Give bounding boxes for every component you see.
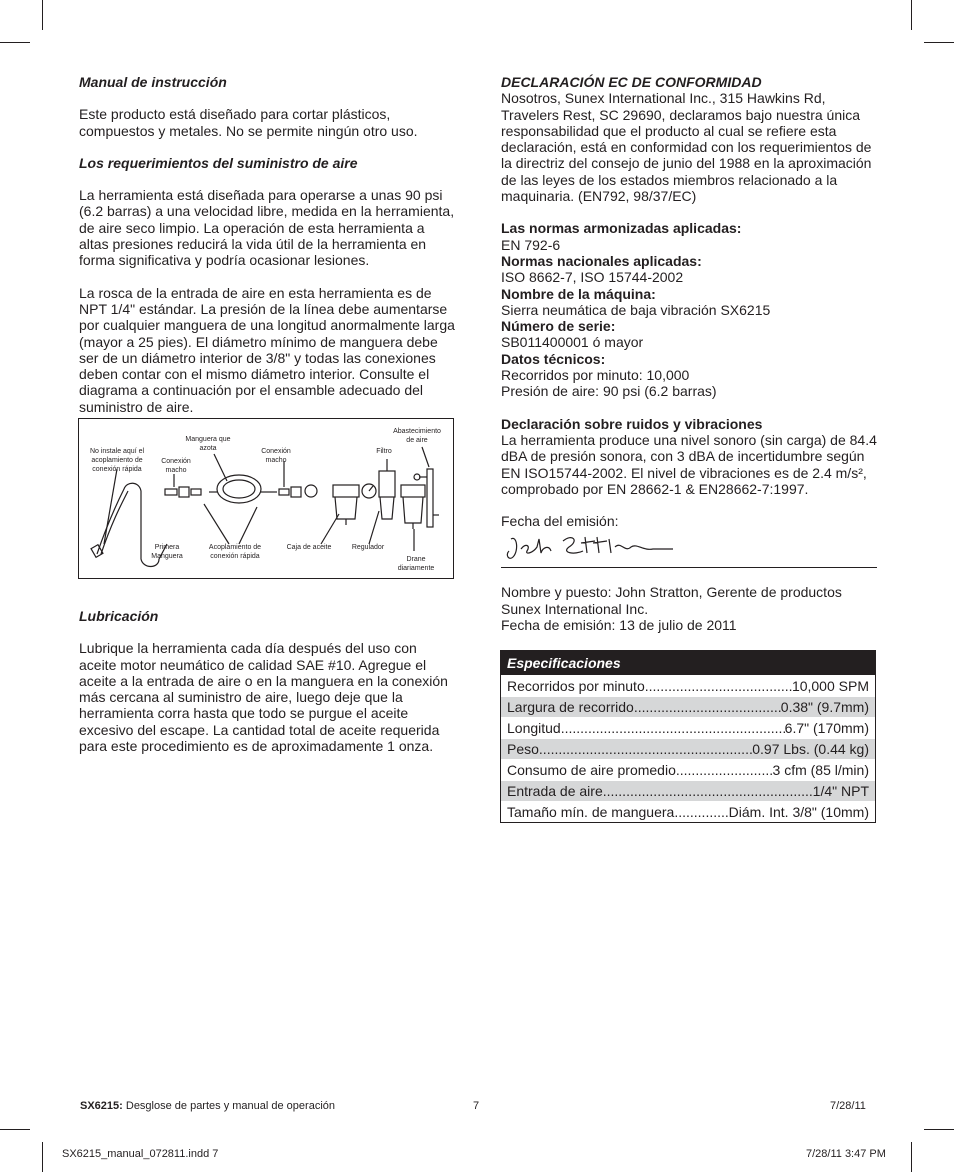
serial-value: SB011400001 ó mayor (501, 334, 644, 351)
spec-value: 10,000 SPM (791, 678, 869, 694)
oiler (333, 485, 359, 497)
lubrication-heading: Lubricación (79, 608, 159, 624)
left-column (79, 74, 457, 415)
coupler-1 (179, 487, 189, 497)
lubrication-paragraph: Lubrique la herramienta cada día después del uso con aceite motor neumático de calidad SAE #10. Agregue el aceite a la entrada de aire o en la manguera en la conexión más cercana al suministro de aire, luego deje que la herramienta corra hasta que todo se purgue el aceite excesivo del escape. La cantidad total de aceite requerida para este procedimiento es de aproximadamente 1 onza. (79, 640, 448, 755)
crop-mark (924, 1129, 954, 1130)
male-fitting-2 (279, 489, 289, 495)
national-value: ISO 8662-7, ISO 15744-2002 (501, 269, 684, 286)
label-whip-hose: Manguera que azota (185, 436, 231, 452)
signature-line (501, 531, 877, 568)
spec-value: 1/4" NPT (812, 783, 869, 799)
crop-mark (42, 0, 43, 30)
spec-row (501, 759, 875, 780)
label-filter: Filtro (376, 448, 392, 455)
slug-filename: SX6215_manual_072811.indd 7 (62, 1148, 219, 1160)
spec-value: Diám. Int. 3/8" (10mm) (728, 804, 869, 820)
noise-heading: Declaración sobre ruidos y vibraciones (501, 415, 763, 432)
spec-row (501, 696, 875, 717)
label-regulator: Regulador (351, 544, 385, 551)
label-air-supply: Abastecimiento de aire (393, 428, 441, 444)
regulator (379, 471, 395, 497)
label-male-fitting-2: Conexión macho (261, 448, 291, 464)
machine-label: Nombre de la máquina: (501, 285, 656, 302)
harmonized-value: EN 792-6 (501, 236, 561, 253)
spec-label: Longitud (507, 720, 561, 736)
tool-end-fitting (91, 545, 103, 558)
footer-title (80, 1100, 335, 1112)
declaration-paragraph: Nosotros, Sunex International Inc., 315 Hawkins Rd, Travelers Rest, SC 29690, declaramos bajo nuestra única responsabilidad que el producto al cual se refiere esta declaración, está en conformidad con los requerimientos de la directriz del consejo de junio del 1988 en la aproximación de las leyes de los estados miembros relacionado a la maquinaria. (EN792, 98/37/EC) (501, 90, 872, 205)
spec-row (501, 717, 875, 738)
label-first-hose: Primera Manguera (151, 544, 183, 560)
male-fitting-1 (165, 489, 177, 495)
spec-label: Recorridos por minuto (507, 678, 645, 694)
spec-label: Tamaño mín. de manguera (507, 804, 675, 820)
air-paragraph-1: La herramienta está diseñada para operarse a unas 90 psi (6.2 barras) a una velocidad libre, medida en la herramienta, de aire seco limpio. La operación de esta herramienta a altas presiones reducirá la vida útil de la herramienta en forma significativa y podría ocasionar lesiones. (79, 187, 455, 269)
spec-row (501, 675, 875, 696)
spec-label: Consumo de aire promedio. (507, 762, 680, 778)
declaration-heading: DECLARACIÓN EC DE CONFORMIDAD (501, 74, 762, 90)
issue-label: Fecha del emisión: (501, 513, 619, 530)
label-drain: Drane diariamente (397, 556, 435, 572)
spec-value: 0.97 Lbs. (0.44 kg) (752, 741, 869, 757)
label-no-install: No instale aquí el acoplamiento de conexión rápida (89, 448, 145, 473)
manual-heading: Manual de instrucción (79, 74, 227, 90)
spec-row (501, 780, 875, 801)
crop-mark (42, 1142, 43, 1172)
issue-date: Fecha de emisión: 13 de julio de 2011 (501, 617, 737, 634)
tech-label: Datos técnicos: (501, 350, 606, 367)
filter (401, 485, 425, 497)
footer-model: SX6215: (80, 1100, 123, 1112)
label-oiler: Caja de aceite (286, 544, 332, 551)
specifications-heading: Especificaciones (501, 651, 875, 675)
crop-mark (0, 42, 30, 43)
serial-label: Número de serie: (501, 318, 616, 335)
label-quick-coupler: Acoplamiento de conexión rápida (208, 544, 262, 560)
tech-pressure: Presión de aire: 90 psi (6.2 barras) (501, 383, 717, 400)
lubrication-section (79, 608, 457, 754)
air-supply-pipe (427, 469, 433, 527)
machine-value: Sierra neumática de baja vibración SX6215 (501, 301, 771, 318)
footer-description: Desglose de partes y manual de operación (122, 1100, 335, 1112)
crop-mark (924, 42, 954, 43)
crop-mark (911, 1142, 912, 1172)
right-column (501, 74, 879, 633)
tech-rpm: Recorridos por minuto: 10,000 (501, 367, 690, 384)
spec-label: Largura de recorrido (507, 699, 634, 715)
noise-paragraph: La herramienta produce una nivel sonoro (sin carga) de 84.4 dBA de presión sonora, con 3 dBA de incertidumbre según EN ISO15744-2002. El nivel de vibraciones es de 2.4 m/s², comprobado por EN 28662-1 & EN28662-7:1997. (501, 431, 877, 497)
national-label: Normas nacionales aplicadas: (501, 252, 702, 269)
spec-value: 6.7" (170mm) (784, 720, 869, 736)
air-supply-diagram (78, 418, 454, 579)
signature (503, 531, 683, 565)
air-supply-heading: Los requerimientos del suministro de aire (79, 154, 358, 171)
crop-mark (911, 0, 912, 30)
air-paragraph-2: La rosca de la entrada de aire en esta herramienta es de NPT 1/4" estándar. La presión de la línea debe aumentarse por cualquier manguera de una longitud anormalmente larga (mayor a 25 pies). El diámetro mínimo de manguera debe ser de un diámetro interior de 3/8" y todas las conexiones deben contar con el mismo diámetro interior. Consulte el diagrama a continuación por el ensamble adecuado del suministro de aire. (79, 284, 455, 415)
page-number: 7 (473, 1100, 480, 1112)
crop-mark (0, 1129, 30, 1130)
spec-label: Peso (507, 741, 539, 757)
spec-value: 3 cfm (85 l/min) (772, 762, 869, 778)
spec-row (501, 801, 875, 822)
slug-timestamp: 7/28/11 3:47 PM (806, 1148, 886, 1160)
intro-paragraph: Este producto está diseñado para cortar plásticos, compuestos y metales. No se permite ningún otro uso. (79, 106, 418, 139)
company-name: Sunex International Inc. (501, 600, 649, 617)
label-male-fitting-1: Conexión macho (161, 458, 191, 474)
specifications-table (500, 650, 876, 823)
harmonized-label: Las normas armonizadas aplicadas: (501, 220, 742, 237)
spec-label: Entrada de aire (507, 783, 603, 799)
signer-name: Nombre y puesto: John Stratton, Gerente de productos (501, 584, 842, 601)
spec-value: 0.38" (9.7mm) (780, 699, 869, 715)
spec-row (501, 738, 875, 759)
footer-date: 7/28/11 (830, 1100, 866, 1112)
